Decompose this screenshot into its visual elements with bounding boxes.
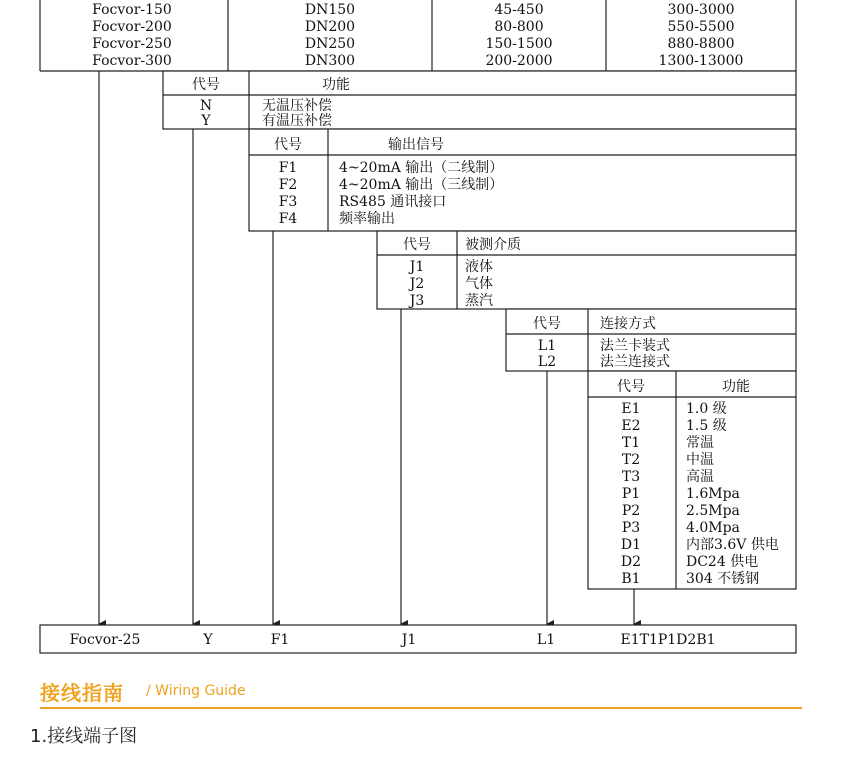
function-label: DC24 供电 [686,554,759,570]
output-signal-table [249,129,796,231]
function-label: 4.0Mpa [686,520,740,536]
connection-code: L2 [537,354,557,370]
output-func-header: 输出信号 [388,137,444,153]
guide-subtitle: / Wiring Guide [146,683,246,699]
function-code: P2 [621,503,641,519]
output-code: F2 [278,177,298,193]
wiring-guide-header [40,675,802,709]
function-code: D2 [620,554,642,570]
connection-code: L1 [537,338,557,354]
model-range-liquid: 200-2000 [485,53,553,69]
model-range-gas: 550-5500 [667,19,735,35]
model-dn: DN300 [304,53,356,69]
model-name: Focvor-200 [92,19,172,35]
medium-label: 液体 [465,259,493,275]
model-range-liquid: 80-800 [494,19,544,35]
output-code: F1 [278,160,298,176]
function-code: B1 [621,571,641,587]
output-label: 频率输出 [339,211,395,227]
connection-label: 法兰卡装式 [600,338,670,354]
model-range-gas: 300-3000 [667,2,735,18]
example-model: Focvor-25 [69,632,141,648]
model-dn: DN150 [304,2,356,18]
output-code: F4 [278,211,298,227]
function-code: E2 [621,418,641,434]
output-label: RS485 通讯接口 [339,194,447,210]
model-range-gas: 1300-13000 [658,53,744,69]
function-label: 内部3.6V 供电 [686,537,779,553]
output-label: 4~20mA 输出（二线制） [339,160,504,176]
function-label: 1.6Mpa [686,486,740,502]
function-func-header: 功能 [722,379,750,395]
model-range-liquid: 150-1500 [485,36,553,52]
medium-code-header: 代号 [403,237,431,253]
connection-label: 法兰连接式 [600,354,670,370]
function-label: 常温 [686,435,714,451]
medium-code: J1 [409,259,425,275]
temp-label: 无温压补偿 [262,98,332,114]
function-code: P3 [621,520,641,536]
function-code-header: 代号 [617,379,645,395]
temp-func-header: 功能 [322,77,350,93]
function-code: D1 [620,537,642,553]
output-code-header: 代号 [274,137,302,153]
temp-comp-table [163,71,796,129]
medium-table [377,231,796,309]
function-code: T3 [621,469,641,485]
model-range-liquid: 45-450 [494,2,544,18]
model-name: Focvor-250 [92,36,172,52]
guide-title: 接线指南 [40,681,124,705]
output-label: 4~20mA 输出（三线制） [339,177,504,193]
function-label: 1.0 级 [686,401,727,417]
model-dn: DN250 [304,36,356,52]
model-range-gas: 880-8800 [667,36,735,52]
connection-func-header: 连接方式 [600,316,656,332]
function-code: E1 [621,401,641,417]
model-dn: DN200 [304,19,356,35]
guide-divider [40,707,802,709]
temp-code: Y [201,113,211,129]
function-label: 1.5 级 [686,418,727,434]
model-table [40,0,796,71]
temp-label: 有温压补偿 [262,113,332,129]
example-temp: Y [203,632,213,648]
connection-table [506,309,796,371]
example-connection: L1 [536,632,556,648]
function-label: 304 不锈钢 [686,571,760,587]
connection-code-header: 代号 [533,316,561,332]
function-label: 中温 [686,452,714,468]
example-medium: J1 [401,632,417,648]
function-code: T2 [621,452,641,468]
model-name: Focvor-300 [92,53,172,69]
medium-code: J3 [409,293,425,309]
function-code: T1 [621,435,641,451]
example-code-bar [40,625,796,653]
function-label: 高温 [686,469,714,485]
function-code: P1 [621,486,641,502]
temp-code: N [199,98,213,114]
section-title: 1.接线端子图 [30,726,138,747]
output-code: F3 [278,194,298,210]
model-name: Focvor-150 [92,2,172,18]
medium-code: J2 [409,276,425,292]
example-output: F1 [270,632,290,648]
temp-code-header: 代号 [192,77,220,93]
medium-func-header: 被测介质 [465,237,521,253]
function-label: 2.5Mpa [686,503,740,519]
medium-label: 蒸汽 [465,293,493,309]
example-function: E1T1P1D2B1 [620,632,716,648]
medium-label: 气体 [465,276,493,292]
function-table [588,371,796,589]
